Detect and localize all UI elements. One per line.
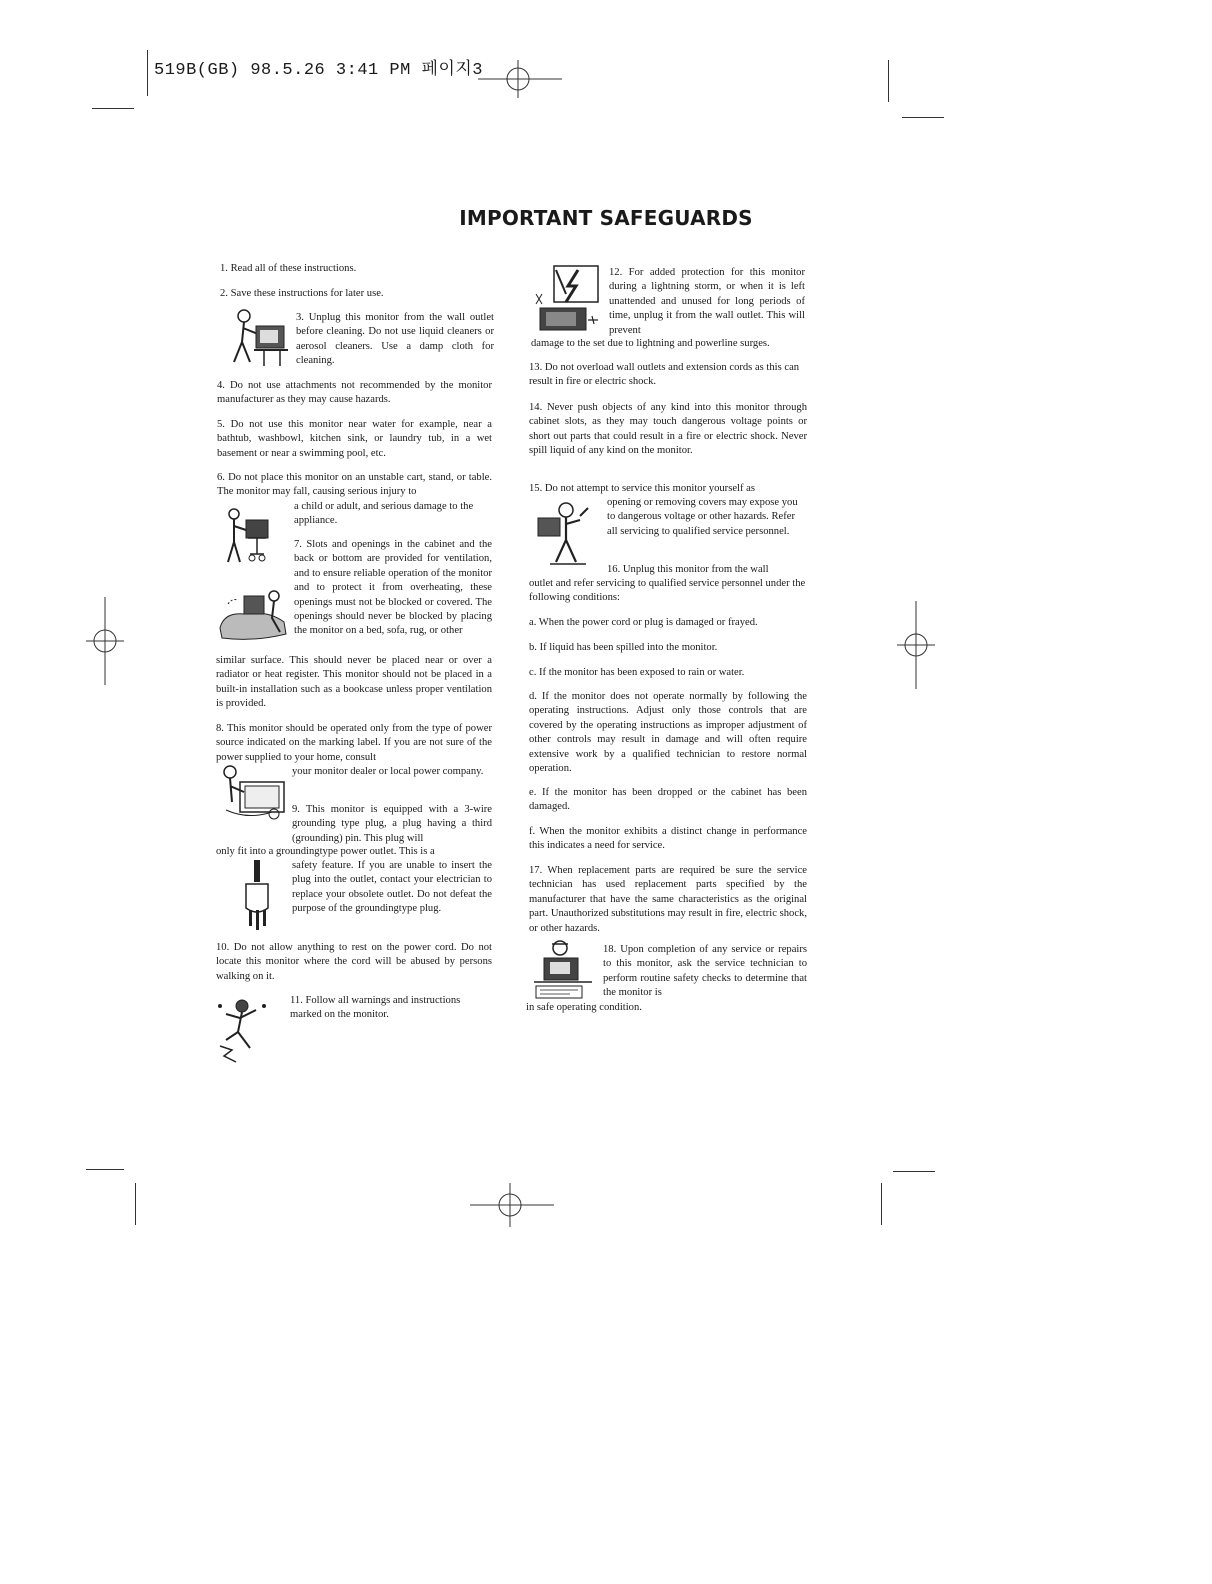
item-2: 2. Save these instructions for later use. <box>220 288 384 299</box>
lightning-storm-illustration-icon <box>532 264 604 336</box>
registration-mark-top <box>478 60 562 98</box>
do-not-service-illustration-icon <box>530 500 602 566</box>
item-12-lead: 12. For added protection for this monitor during a lightning storm, or when it is left unattended and unused for long periods of time, unplug it from the wall outlet. This will prevent <box>609 267 805 336</box>
item-15-rest: opening or removing covers may expose you to dangerous voltage or other hazards. Refer all servicing to qualified service personnel. <box>607 497 798 537</box>
item-7-lead: 7. Slots and openings in the cabinet and the back or bottom are provided for ventilation, and to ensure reliable operation of the monitor and to protect it from overheating, these openings must not be blocked or covered. The openings should never be blocked by placing the monitor on a bed, sofa, rug, or other <box>294 539 492 637</box>
grounding-plug-illustration-icon <box>240 860 276 932</box>
blocked-vents-illustration-icon <box>214 588 292 644</box>
page-title: IMPORTANT SAFEGUARDS <box>459 206 753 230</box>
crop-mark <box>92 108 134 109</box>
item-8-lead: 8. This monitor should be operated only from the type of power source indicated on the marking label. If you are not sure of the power supplied to your home, consult <box>216 723 492 763</box>
crop-mark <box>902 117 944 118</box>
item-15-lead: 15. Do not attempt to service this monitor yourself as <box>529 483 755 494</box>
item-10: 10. Do not allow anything to rest on the power cord. Do not locate this monitor where the cord will be abused by persons walking on it. <box>216 942 492 982</box>
safety-check-illustration-icon <box>530 938 600 1000</box>
item-5: 5. Do not use this monitor near water for example, near a bathtub, washbowl, kitchen sink, or laundry tub, in a wet basement or near a swimming pool, etc. <box>217 419 492 459</box>
item-8-rest: your monitor dealer or local power company. <box>292 766 484 777</box>
condition-a: a. When the power cord or plug is damaged or frayed. <box>529 617 758 628</box>
warning-shock-illustration-icon <box>212 996 282 1066</box>
registration-mark-left <box>86 597 124 685</box>
item-4: 4. Do not use attachments not recommended by the monitor manufacturer as they may cause hazards. <box>217 380 492 406</box>
item-16-rest: outlet and refer servicing to qualified service personnel under the following conditions: <box>529 578 806 604</box>
power-source-illustration-icon <box>218 762 290 824</box>
crop-mark <box>86 1169 124 1170</box>
item-9-mid: only fit into a groundingtype power outlet. This is a <box>216 846 435 857</box>
crop-mark <box>881 1183 882 1225</box>
item-17: 17. When replacement parts are required be sure the service technician has used replacement parts specified by the manufacturer that have the same characteristics as the original part. Unauthorized substitutions may result in fire, electric shock, or other hazards. <box>529 865 807 934</box>
item-13: 13. Do not overload wall outlets and extension cords as this can result in fire or electric shock. <box>529 362 800 388</box>
item-9-lead: 9. This monitor is equipped with a 3-wire grounding type plug, a plug having a third (grounding) pin. This plug will <box>292 804 492 844</box>
crop-mark <box>135 1183 136 1225</box>
registration-mark-bottom <box>470 1183 554 1227</box>
item-3: 3. Unplug this monitor from the wall outlet before cleaning. Do not use liquid cleaners or aerosol cleaners. Use a damp cloth for cleaning. <box>296 312 494 367</box>
item-18-rest: in safe operating condition. <box>526 1002 642 1013</box>
item-11: 11. Follow all warnings and instructions marked on the monitor. <box>290 995 461 1021</box>
item-14: 14. Never push objects of any kind into this monitor through cabinet slots, as they may touch dangerous voltage points or short out parts that could result in a fire or electric shock. Never spill liquid of any kind on the monitor. <box>529 402 807 457</box>
print-slug: 519B(GB) 98.5.26 3:41 PM 페이지3 <box>154 61 484 80</box>
item-1: 1. Read all of these instructions. <box>220 263 357 274</box>
condition-c: c. If the monitor has been exposed to rain or water. <box>529 667 745 678</box>
item-12-rest: damage to the set due to lightning and powerline surges. <box>531 338 770 349</box>
item-7-rest: similar surface. This should never be placed near or over a radiator or heat register. This monitor should not be placed in a built-in installation such as a bookcase unless proper ventilation is provided. <box>216 655 492 710</box>
condition-f: f. When the monitor exhibits a distinct change in performance this indicates a need for service. <box>529 826 807 852</box>
condition-e: e. If the monitor has been dropped or the cabinet has been damaged. <box>529 787 807 813</box>
crop-mark <box>888 60 889 102</box>
item-18-lead: 18. Upon completion of any service or repairs to this monitor, ask the service technician to perform routine safety checks to determine that the monitor is <box>603 944 807 999</box>
unstable-cart-illustration-icon <box>222 506 274 566</box>
item-16-lead: 16. Unplug this monitor from the wall <box>607 564 769 575</box>
condition-d: d. If the monitor does not operate normally by following the operating instructions. Adjust only those controls that are covered by the operating instructions as improper adjustment of other controls may result in damage and will often require extensive work by a qualified technician to restore normal operation. <box>529 691 807 775</box>
cleaning-illustration-icon <box>224 306 292 370</box>
item-9-rest: safety feature. If you are unable to insert the plug into the outlet, contact your electrician to replace your obsolete outlet. Do not defeat the purpose of the groundingtype plug. <box>292 860 492 915</box>
registration-mark-right <box>897 601 935 689</box>
crop-mark <box>893 1171 935 1172</box>
item-6-rest: a child or adult, and serious damage to the appliance. <box>294 501 474 527</box>
item-6-lead: 6. Do not place this monitor on an unstable cart, stand, or table. The monitor may fall, causing serious injury to <box>217 472 492 498</box>
crop-mark <box>147 50 148 96</box>
condition-b: b. If liquid has been spilled into the monitor. <box>529 642 718 653</box>
